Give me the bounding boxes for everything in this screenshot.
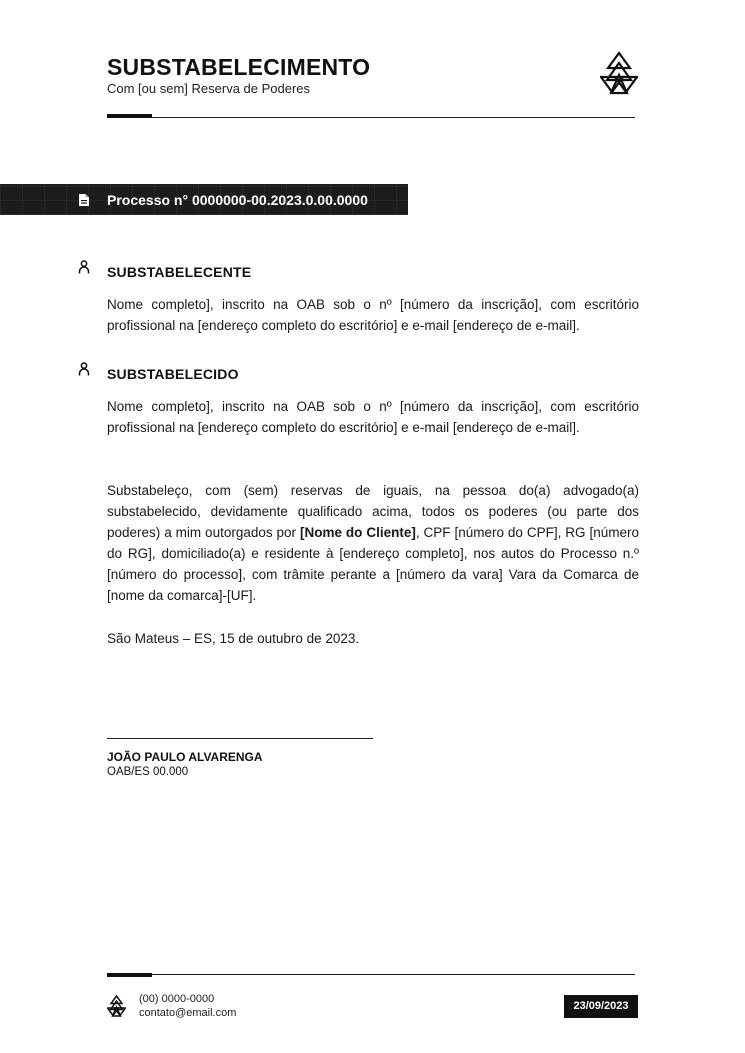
client-name: [Nome do Cliente] xyxy=(299,525,416,540)
substabelecente-title: SUBSTABELECENTE xyxy=(107,264,252,280)
person-icon xyxy=(78,260,90,274)
signatory-oab: OAB/ES 00.000 xyxy=(107,766,189,778)
footer-contact xyxy=(139,993,236,1020)
substabelecido-text: Nome completo], inscrito na OAB sob o nº [número da inscrição], com escritório profissional na [endereço completo do escritório] e e-mail [endereço de e-mail]. xyxy=(107,399,639,435)
footer-divider xyxy=(107,974,635,975)
place-date: São Mateus – ES, 15 de outubro de 2023. xyxy=(107,631,360,646)
footer-email: contato@email.com xyxy=(139,1006,237,1019)
page-subtitle: Com [ou sem] Reserva de Poderes xyxy=(107,81,311,96)
process-number: Processo n° 0000000-00.2023.0.00.0000 xyxy=(107,192,368,208)
signatory-name: JOÃO PAULO ALVARENGA xyxy=(107,750,263,764)
person-icon xyxy=(78,362,90,376)
signature-line xyxy=(107,738,373,739)
substabelecido-title: SUBSTABELECIDO xyxy=(107,366,239,382)
triangles-logo-icon xyxy=(600,51,638,95)
header-divider-accent xyxy=(107,114,152,118)
footer-phone: (00) 0000-0000 xyxy=(139,993,215,1005)
footer-divider-accent xyxy=(107,973,152,977)
footer-date-badge: 23/09/2023 xyxy=(564,995,638,1018)
page-title: SUBSTABELECIMENTO xyxy=(107,54,371,80)
body-text-part2: , CPF [número do CPF], RG [número do RG], domiciliado(a) e residente à [endereço completo], nos autos do Processo n.º [número do processo], com trâmite perante a [número da vara] Vara da Comarca de [nome da comarca]-[UF]. xyxy=(107,525,639,603)
body-paragraph xyxy=(107,480,639,606)
body-text-part1: Substabeleço, com (sem) reservas de iguais, na pessoa do(a) advogado(a) substabelecido, devidamente qualificado acima, todos os poderes (ou parte dos poderes) a mim outorgados por xyxy=(107,483,639,540)
document-icon xyxy=(78,193,90,207)
triangles-logo-icon xyxy=(107,995,126,1017)
substabelecente-text: Nome completo], inscrito na OAB sob o nº [número da inscrição], com escritório profissional na [endereço completo do escritório] e e-mail [endereço de e-mail]. xyxy=(107,297,639,333)
header-divider xyxy=(107,117,635,118)
